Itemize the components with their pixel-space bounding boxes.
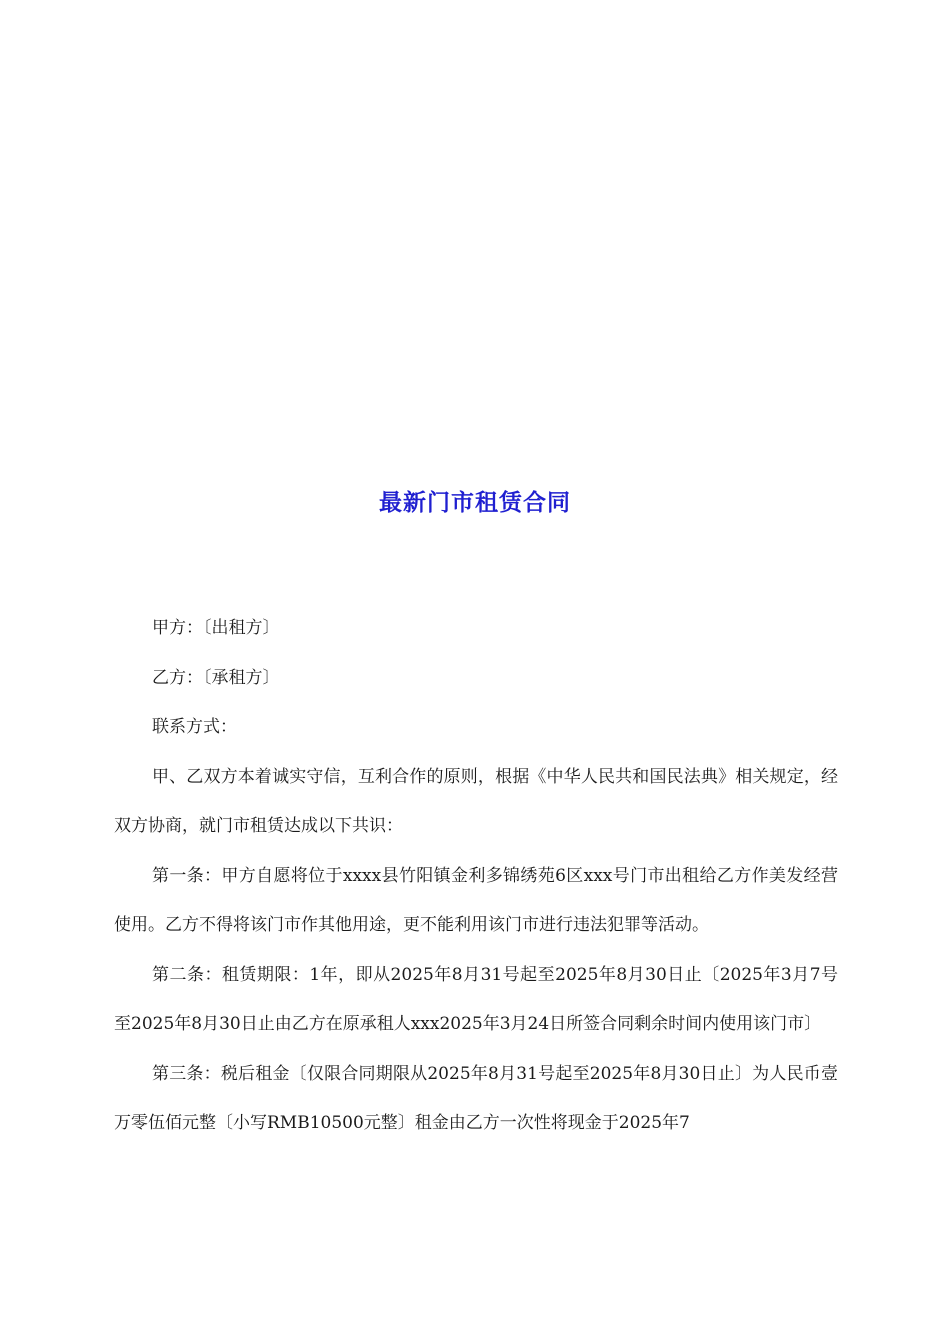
document-title: 最新门市租赁合同 bbox=[379, 489, 571, 516]
party-a-line: 甲方：〔出租方〕 bbox=[152, 618, 280, 638]
contact-line: 联系方式： bbox=[152, 717, 237, 737]
preamble-paragraph: 甲、乙双方本着诚实守信，互利合作的原则，根据《中华人民共和国民法典》相关规定，经双方协商，就门市租赁达成以下共识： bbox=[114, 766, 838, 836]
article-3-paragraph: 第三条：税后租金〔仅限合同期限从2025年8月31号起至2025年8月30日止〕为人民币壹万零伍佰元整〔小写RMB10500元整〕租金由乙方一次性将现金于2025年7 bbox=[114, 1063, 838, 1133]
article-2-paragraph: 第二条：租赁期限：1年，即从2025年8月31号起至2025年8月30日止〔2025年3月7号至2025年8月30日止由乙方在原承租人xxx2025年3月24日所签合同剩余时间内使用该门市〕 bbox=[114, 964, 838, 1034]
document-body bbox=[114, 604, 838, 1149]
article-1-paragraph: 第一条：甲方自愿将位于xxxx县竹阳镇金利多锦绣苑6区xxx号门市出租给乙方作美发经营使用。乙方不得将该门市作其他用途，更不能利用该门市进行违法犯罪等活动。 bbox=[114, 865, 838, 935]
party-b-line: 乙方：〔承租方〕 bbox=[152, 667, 280, 688]
